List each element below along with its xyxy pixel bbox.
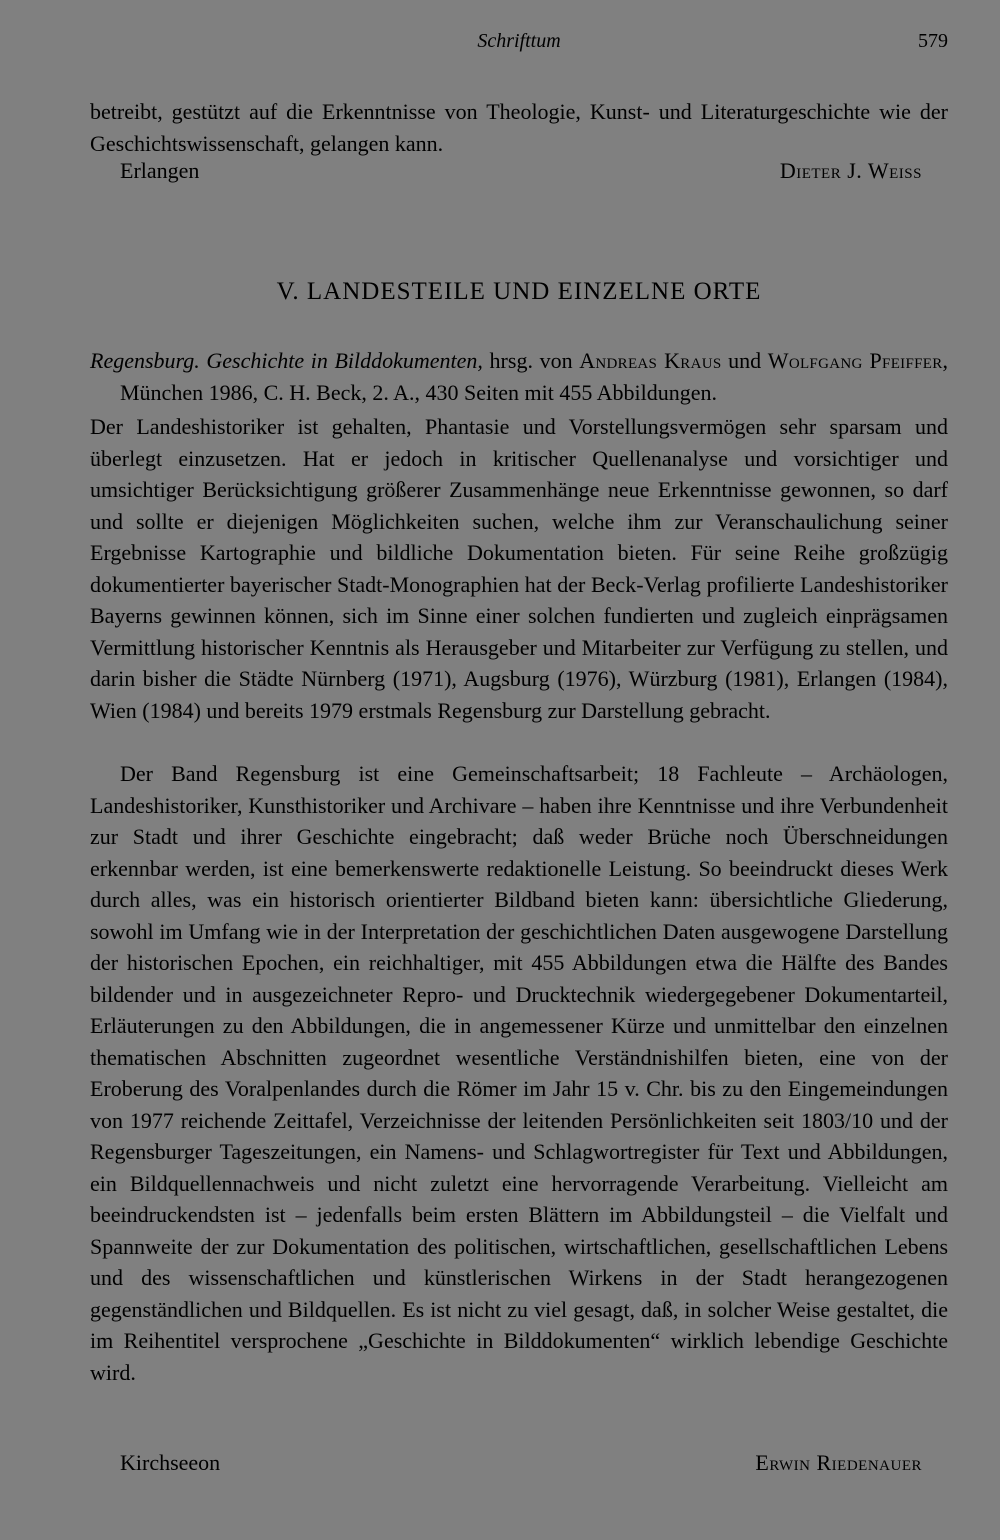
review-signature — [90, 1450, 922, 1482]
book-title: Regensburg. Geschichte in Bilddokumenten, — [90, 348, 483, 373]
editor-name: Andreas Kraus — [579, 348, 722, 373]
previous-review-closing-text: betreibt, gestützt auf die Erkenntnisse von Theologie, Kunst- und Literaturgeschichte wie der Geschichtswissenschaft, gelangen kann. — [90, 99, 948, 156]
review-paragraph: Der Landeshistoriker ist gehalten, Phantasie und Vorstellungsvermögen sehr sparsam und überlegt einzusetzen. Hat er jedoch in kritischer Quellenanalyse und vorsichtiger und umsichtiger Berücksichtigung größerer Zusammenhänge neue Erkenntnisse gewonnen, so darf und sollte er diejenigen Möglichkeiten suchen, welche ihm zur Veranschaulichung seiner Ergebnisse Kartographie und bildliche Dokumentation bieten. Für seine Reihe großzügig dokumentierter bayerischer Stadt-Monographien hat der Beck-Verlag profilierte Landeshistoriker Bayerns gewinnen können, sich im Sinne einer solchen fundierten und zugleich einprägsamen Vermittlung historischer Kenntnis als Herausgeber und Mitarbeiter zur Verfügung zu stellen, und darin bisher die Städte Nürnberg (1971), Augsburg (1976), Würzburg (1981), Erlangen (1984), Wien (1984) und bereits 1979 erstmals Regensburg zur Darstellung gebracht. — [90, 414, 948, 723]
running-head — [90, 30, 948, 60]
page-number: 579 — [918, 30, 948, 52]
signature-place: Erlangen — [120, 158, 200, 183]
section-heading: V. LANDESTEILE UND EINZELNE ORTE — [276, 278, 762, 305]
signature-author: Dieter J. Weiss — [779, 158, 922, 183]
signature-author: Erwin Riedenauer — [755, 1450, 922, 1475]
bibliographic-entry — [90, 345, 948, 408]
previous-review-signature — [90, 158, 922, 190]
running-title: Schrifttum — [477, 30, 561, 52]
bib-text-1: hrsg. von — [482, 348, 580, 373]
review-paragraph: Der Band Regensburg ist eine Gemeinschaftsarbeit; 18 Fachleute – Archäologen, Landeshistoriker, Kunsthistoriker und Archivare – haben ihre Kenntnisse und ihre Verbundenheit zur Stadt und ihrer Geschichte eingebracht; daß weder Brüche noch Überschneidungen erkennbar werden, ist eine bemerkenswerte redaktionelle Leistung. So beeindruckt dieses Werk durch alles, was ein historisch orientierter Bildband bieten kann: übersichtliche Gliederung, sowohl im Umfang wie in der Interpretation der geschichtlichen Daten ausgewogene Darstellung der historischen Epochen, ein reichhaltiger, mit 455 Abbildungen etwa die Hälfte des Bandes bildender und in ausgezeichneter Repro- und Drucktechnik wiedergegebener Dokumentarteil, Erläuterungen zu den Abbildungen, die in angemessener Kürze und unmittelbar den einzelnen thematischen Abschnitten zugeordnet wesentliche Verständnishilfen bieten, eine von der Eroberung des Voralpenlandes durch die Römer im Jahr 15 v. Chr. bis zu den Eingemeindungen von 1977 reichende Zeittafel, Verzeichnisse der leitenden Persönlichkeiten seit 1803/10 und der Regensburger Tageszeitungen, ein Namens- und Schlagwortregister für Text und Abbildungen, ein Bildquellennachweis und nicht zuletzt eine hervorragende Verarbeitung. Vielleicht am beeindruckendsten ist – jedenfalls beim ersten Blättern im Abbildungsteil – die Vielfalt und Spannweite der zur Dokumentation des politischen, wirtschaftlichen, gesellschaftlichen Lebens und des wissenschaftlichen und künstlerischen Wirkens in der Stadt herangezogenen gegenständlichen und Bildquellen. Es ist nicht zu viel gesagt, daß, in solcher Weise gestaltet, die im Reihentitel versprochene „Geschichte in Bilddokumenten“ wirklich lebendige Geschichte wird. — [90, 761, 948, 1385]
bib-text-2: und — [721, 348, 768, 373]
editor-name: Wolfgang Pfeiffer — [767, 348, 943, 373]
bib-text-3: , München 1986, C. H. Beck, 2. A., 430 Seiten mit 455 Abbildungen. — [120, 348, 949, 405]
signature-place: Kirchseeon — [120, 1450, 221, 1475]
